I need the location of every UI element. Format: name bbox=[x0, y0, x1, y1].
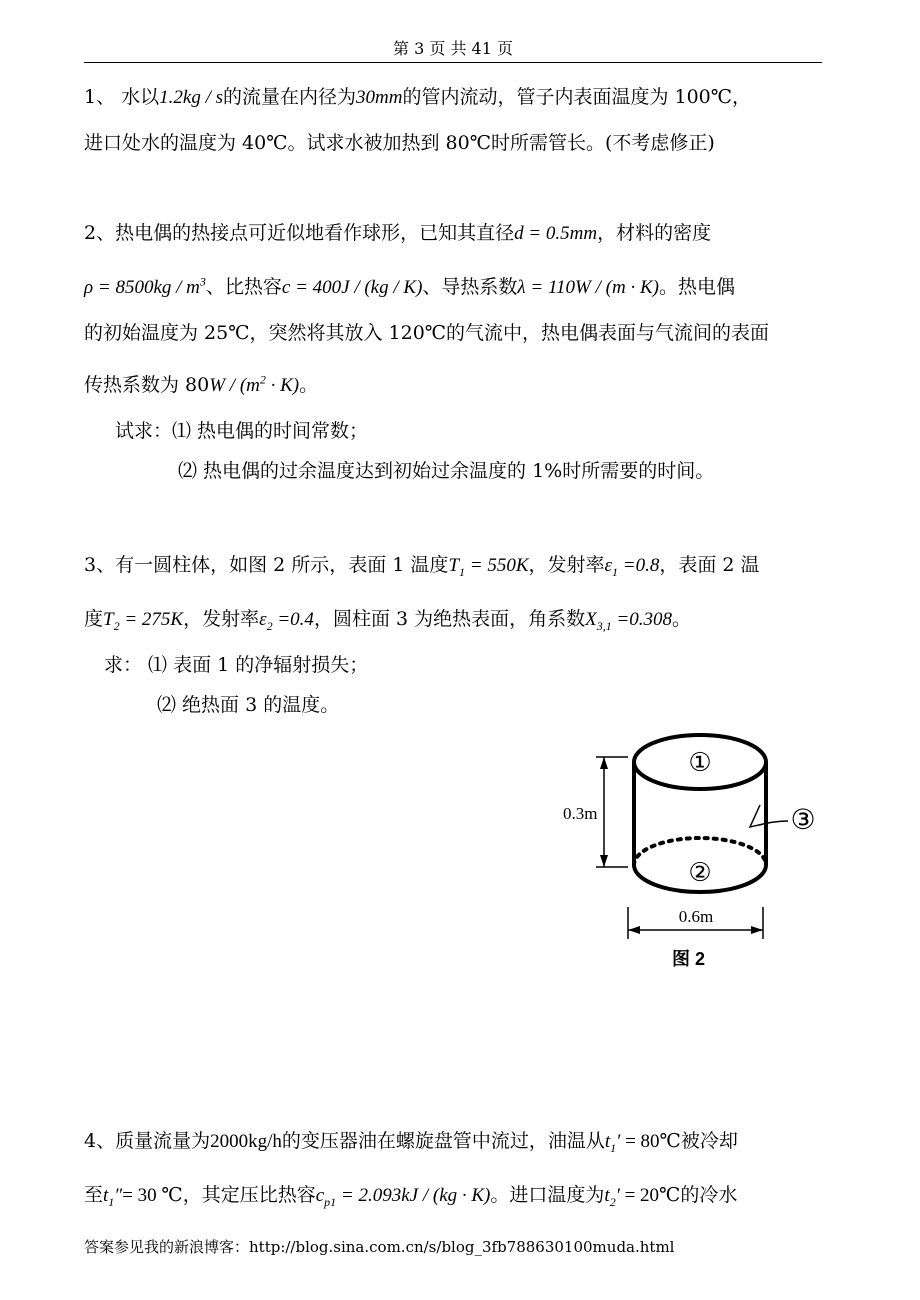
problem1-line2: 进口处水的温度为 40℃。试求水被加热到 80℃时所需管长。(不考虑修正) bbox=[84, 132, 715, 154]
problem1-line1 bbox=[84, 84, 751, 111]
p1-mass-flow: 1.2kg / s bbox=[159, 87, 223, 108]
header-rule bbox=[84, 62, 822, 63]
problem2-question1: 试求：⑴ 热电偶的时间常数； bbox=[115, 420, 369, 442]
p4-specific-heat: $c_{p1} = 2.093kJ / (kg \cdot K)$ bbox=[315, 1185, 491, 1209]
p2-line4-b: 。 bbox=[299, 374, 319, 396]
height-arrow-top bbox=[600, 757, 608, 769]
problem2-line2 bbox=[84, 274, 735, 301]
p2-line2-end: 。热电偶 bbox=[658, 276, 735, 298]
p3-line2-d: 。 bbox=[672, 608, 692, 630]
p3-e1: $\varepsilon_1 =0.8$ bbox=[604, 555, 660, 579]
problem3-question1: 求： ⑴ 表面 1 的净辐射损失； bbox=[104, 654, 369, 676]
p4-line2-d: 的冷水 bbox=[680, 1184, 738, 1206]
p3-text-c: ，表面 2 温 bbox=[659, 554, 760, 576]
problem2-question2: ⑵ 热电偶的过余温度达到初始过余温度的 1%时所需要的时间。 bbox=[178, 460, 715, 482]
p2-sep2: 、导热系数 bbox=[422, 276, 518, 298]
problem2-line4 bbox=[84, 372, 318, 399]
width-label: 0.6m bbox=[678, 907, 714, 926]
cylinder-figure bbox=[560, 725, 830, 975]
p1-text-a: 1、 水以 bbox=[84, 86, 160, 108]
width-arrow-right bbox=[751, 926, 763, 934]
p2-text-a: 2、热电偶的热接点可近似地看作球形，已知其直径 bbox=[84, 222, 515, 244]
surface1-label: ① bbox=[688, 748, 712, 778]
width-arrow-left bbox=[628, 926, 640, 934]
problem3-question2: ⑵ 绝热面 3 的温度。 bbox=[157, 694, 340, 716]
p3-text-b: ，发射率 bbox=[528, 554, 605, 576]
p2-sep1: 、比热容 bbox=[205, 276, 282, 298]
p3-line2-a: 度 bbox=[84, 608, 104, 630]
problem4-line1 bbox=[84, 1128, 738, 1155]
p4-water-inlet-temp: $t_2'$ = 20℃ bbox=[604, 1185, 681, 1209]
figure-caption: 图 2 bbox=[672, 949, 706, 969]
p3-T1: $T_1 = 550K$ bbox=[448, 555, 529, 579]
p4-text-c: 被冷却 bbox=[680, 1130, 738, 1152]
p2-text-b: ，材料的密度 bbox=[597, 222, 712, 244]
surface2-label: ② bbox=[688, 858, 712, 888]
p2-density: ρ = 8500kg / m bbox=[84, 277, 200, 298]
p2-h-unit-exp: 2 bbox=[259, 372, 266, 387]
problem2-line3: 的初始温度为 25℃，突然将其放入 120℃的气流中，热电偶表面与气流间的表面 bbox=[84, 322, 770, 344]
p3-line2-b: ，发射率 bbox=[183, 608, 260, 630]
height-arrow-bottom bbox=[600, 855, 608, 867]
p3-line2-c: ，圆柱面 3 为绝热表面，角系数 bbox=[313, 608, 586, 630]
problem3-line1 bbox=[84, 552, 760, 579]
p4-text-b: 的变压器油在螺旋盘管中流过，油温从 bbox=[281, 1130, 605, 1152]
page-header: 第 3 页 共 41 页 bbox=[393, 39, 513, 58]
p1-text-b: 的流量在内径为 bbox=[223, 86, 357, 108]
p4-mass-flow: 2000kg/h bbox=[210, 1131, 282, 1152]
p2-conductivity: λ = 110W / (m · K) bbox=[517, 277, 659, 298]
page-footer: 答案参见我的新浪博客：http://blog.sina.com.cn/s/blog_3fb788630100muda.html bbox=[84, 1238, 675, 1256]
p3-e2: $\varepsilon_2 =0.4$ bbox=[259, 609, 314, 633]
problem3-line2 bbox=[84, 606, 691, 633]
problem2-line1 bbox=[84, 220, 711, 247]
p1-diameter: 30mm bbox=[356, 87, 403, 108]
p3-T2: $T_2 = 275K$ bbox=[103, 609, 184, 633]
surface3-label: ③ bbox=[790, 803, 816, 836]
p4-line2-c: 。进口温度为 bbox=[490, 1184, 605, 1206]
p1-text-c: 的管内流动，管子内表面温度为 100℃， bbox=[402, 86, 752, 108]
p2-h-unit-a: W / (m bbox=[209, 375, 260, 396]
height-label: 0.3m bbox=[563, 804, 598, 823]
p3-text-a: 3、有一圆柱体，如图 2 所示，表面 1 温度 bbox=[84, 554, 449, 576]
p4-line2-a: 至 bbox=[84, 1184, 104, 1206]
p4-text-a: 4、质量流量为 bbox=[84, 1130, 211, 1152]
p2-specific-heat: c = 400J / (kg / K) bbox=[281, 277, 423, 298]
p2-h-unit-b: · K) bbox=[265, 375, 300, 396]
p4-oil-outlet-temp: $t_1''= 30$ ℃ bbox=[103, 1185, 183, 1209]
p2-diameter: d = 0.5mm bbox=[514, 223, 598, 244]
problem4-line2 bbox=[84, 1182, 737, 1209]
surface3-leader bbox=[750, 805, 788, 827]
p4-line2-b: ，其定压比热容 bbox=[182, 1184, 316, 1206]
p4-oil-inlet-temp: $t_1'$ = 80℃ bbox=[604, 1131, 681, 1155]
p3-view-factor: $X_{3,1} =0.308$ bbox=[585, 609, 673, 633]
p2-line4-a: 传热系数为 80 bbox=[84, 374, 210, 396]
p2-density-exp: 3 bbox=[199, 274, 206, 289]
